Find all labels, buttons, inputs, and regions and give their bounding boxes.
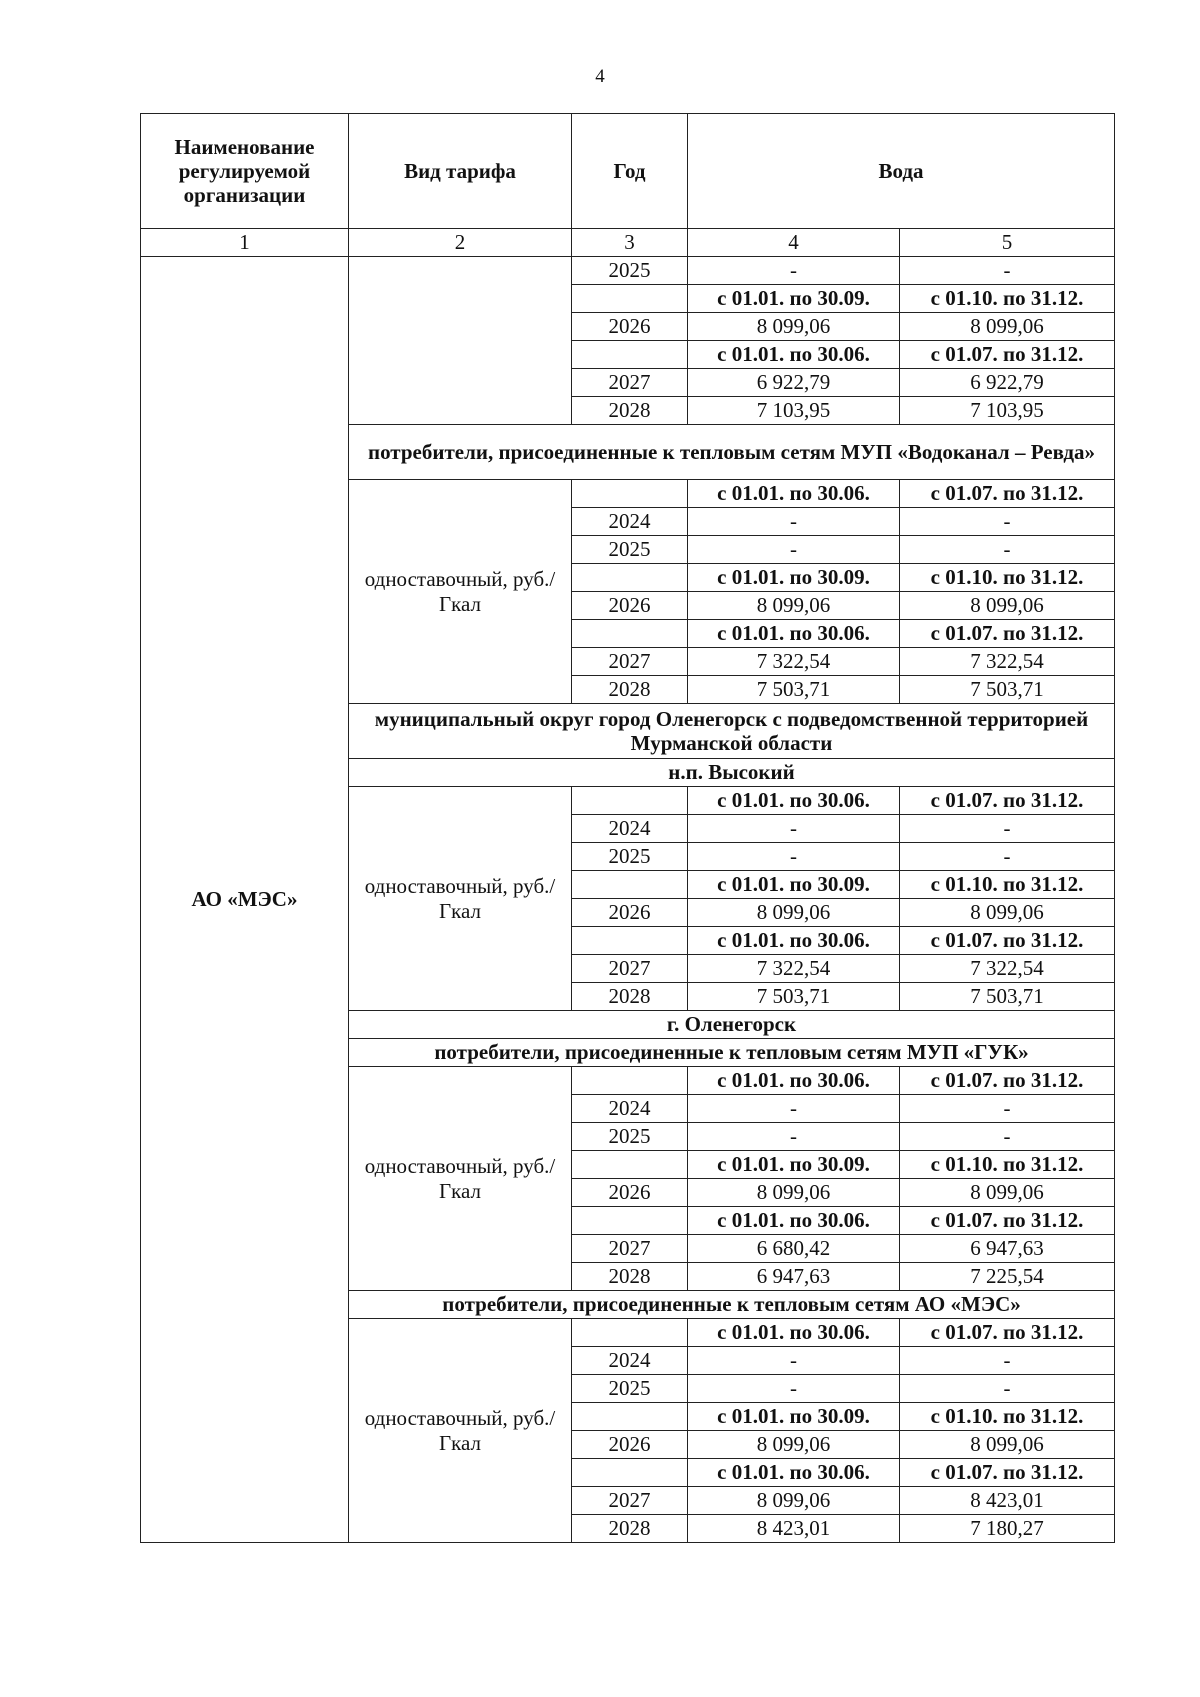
table-row: 2027 6 922,79 6 922,79 bbox=[141, 369, 1115, 397]
section-vysokiy: н.п. Высокий bbox=[349, 759, 1115, 787]
table-row: 2027 7 322,54 7 322,54 bbox=[141, 648, 1115, 676]
period-row: с 01.01. по 30.06. с 01.07. по 31.12. bbox=[141, 1459, 1115, 1487]
period-row: одноставочный, руб./Гкал с 01.01. по 30.06. с 01.07. по 31.12. bbox=[141, 1319, 1115, 1347]
table-row: 2028 6 947,63 7 225,54 bbox=[141, 1263, 1115, 1291]
table-row: 2028 7 503,71 7 503,71 bbox=[141, 983, 1115, 1011]
table-row: 2024 - - bbox=[141, 1347, 1115, 1375]
table-row: 2024 - - bbox=[141, 508, 1115, 536]
table-row: АО «МЭС» 2025 - - bbox=[141, 257, 1115, 285]
table-row: 2025 - - bbox=[141, 843, 1115, 871]
year-cell: 2025 bbox=[572, 257, 688, 285]
table-row: 2025 - - bbox=[141, 1375, 1115, 1403]
period-row: с 01.01. по 30.09. с 01.10. по 31.12. bbox=[141, 871, 1115, 899]
period-row: с 01.01. по 30.09. с 01.10. по 31.12. bbox=[141, 564, 1115, 592]
section-olenegorsk-district: муниципальный округ город Оленегорск с подведомственной территорией Мурманской области bbox=[349, 704, 1115, 759]
table-row: 2025 - - bbox=[141, 536, 1115, 564]
section-mes: потребители, присоединенные к тепловым сетям АО «МЭС» bbox=[349, 1291, 1115, 1319]
period-row: с 01.01. по 30.09. с 01.10. по 31.12. bbox=[141, 1403, 1115, 1431]
table-row: 2028 7 103,95 7 103,95 bbox=[141, 397, 1115, 425]
tariff-table bbox=[140, 113, 1115, 1543]
period-row: одноставочный, руб./Гкал с 01.01. по 30.06. с 01.07. по 31.12. bbox=[141, 1067, 1115, 1095]
table-row: 2025 - - bbox=[141, 1123, 1115, 1151]
period-row: одноставочный, руб./Гкал с 01.01. по 30.06. с 01.07. по 31.12. bbox=[141, 787, 1115, 815]
header-tariff-type: Вид тарифа bbox=[349, 114, 572, 229]
period-row: с 01.01. по 30.09. с 01.10. по 31.12. bbox=[141, 285, 1115, 313]
column-number: 1 bbox=[141, 229, 349, 257]
table-row: 2027 8 099,06 8 423,01 bbox=[141, 1487, 1115, 1515]
header-water: Вода bbox=[688, 114, 1115, 229]
table-header-row bbox=[141, 114, 1115, 229]
table-row: 2024 - - bbox=[141, 1095, 1115, 1123]
header-year: Год bbox=[572, 114, 688, 229]
column-number: 3 bbox=[572, 229, 688, 257]
table-row: 2028 7 503,71 7 503,71 bbox=[141, 676, 1115, 704]
tariff-type-cell: одноставочный, руб./Гкал bbox=[349, 1067, 572, 1291]
column-number: 4 bbox=[688, 229, 900, 257]
period-row: с 01.01. по 30.06. с 01.07. по 31.12. bbox=[141, 1207, 1115, 1235]
tariff-type-cell: одноставочный, руб./Гкал bbox=[349, 480, 572, 704]
tariff-type-cell bbox=[349, 257, 572, 425]
table-row: 2027 7 322,54 7 322,54 bbox=[141, 955, 1115, 983]
period-row: одноставочный, руб./Гкал с 01.01. по 30.06. с 01.07. по 31.12. bbox=[141, 480, 1115, 508]
table-row: 2026 8 099,06 8 099,06 bbox=[141, 1431, 1115, 1459]
table-row: 2027 6 680,42 6 947,63 bbox=[141, 1235, 1115, 1263]
section-guk: потребители, присоединенные к тепловым сетям МУП «ГУК» bbox=[349, 1039, 1115, 1067]
period-row: с 01.01. по 30.09. с 01.10. по 31.12. bbox=[141, 1151, 1115, 1179]
header-organization: Наименование регулируемой организации bbox=[141, 114, 349, 229]
section-revda: потребители, присоединенные к тепловым сетям МУП «Водоканал – Ревда» bbox=[349, 425, 1115, 480]
tariff-type-cell: одноставочный, руб./Гкал bbox=[349, 1319, 572, 1543]
column-numbers-row bbox=[141, 229, 1115, 257]
table-row: 2026 8 099,06 8 099,06 bbox=[141, 1179, 1115, 1207]
table-row: 2028 8 423,01 7 180,27 bbox=[141, 1515, 1115, 1543]
period-row: с 01.01. по 30.06. с 01.07. по 31.12. bbox=[141, 927, 1115, 955]
table-row: 2026 8 099,06 8 099,06 bbox=[141, 899, 1115, 927]
column-number: 5 bbox=[900, 229, 1115, 257]
organization-name: АО «МЭС» bbox=[141, 257, 349, 1543]
column-number: 2 bbox=[349, 229, 572, 257]
period-row: с 01.01. по 30.06. с 01.07. по 31.12. bbox=[141, 620, 1115, 648]
table-row: 2024 - - bbox=[141, 815, 1115, 843]
section-olenegorsk-city: г. Оленегорск bbox=[349, 1011, 1115, 1039]
period-row: с 01.01. по 30.06. с 01.07. по 31.12. bbox=[141, 341, 1115, 369]
table-row: 2026 8 099,06 8 099,06 bbox=[141, 313, 1115, 341]
page-number: 4 bbox=[595, 66, 605, 87]
table-row: 2026 8 099,06 8 099,06 bbox=[141, 592, 1115, 620]
tariff-type-cell: одноставочный, руб./Гкал bbox=[349, 787, 572, 1011]
